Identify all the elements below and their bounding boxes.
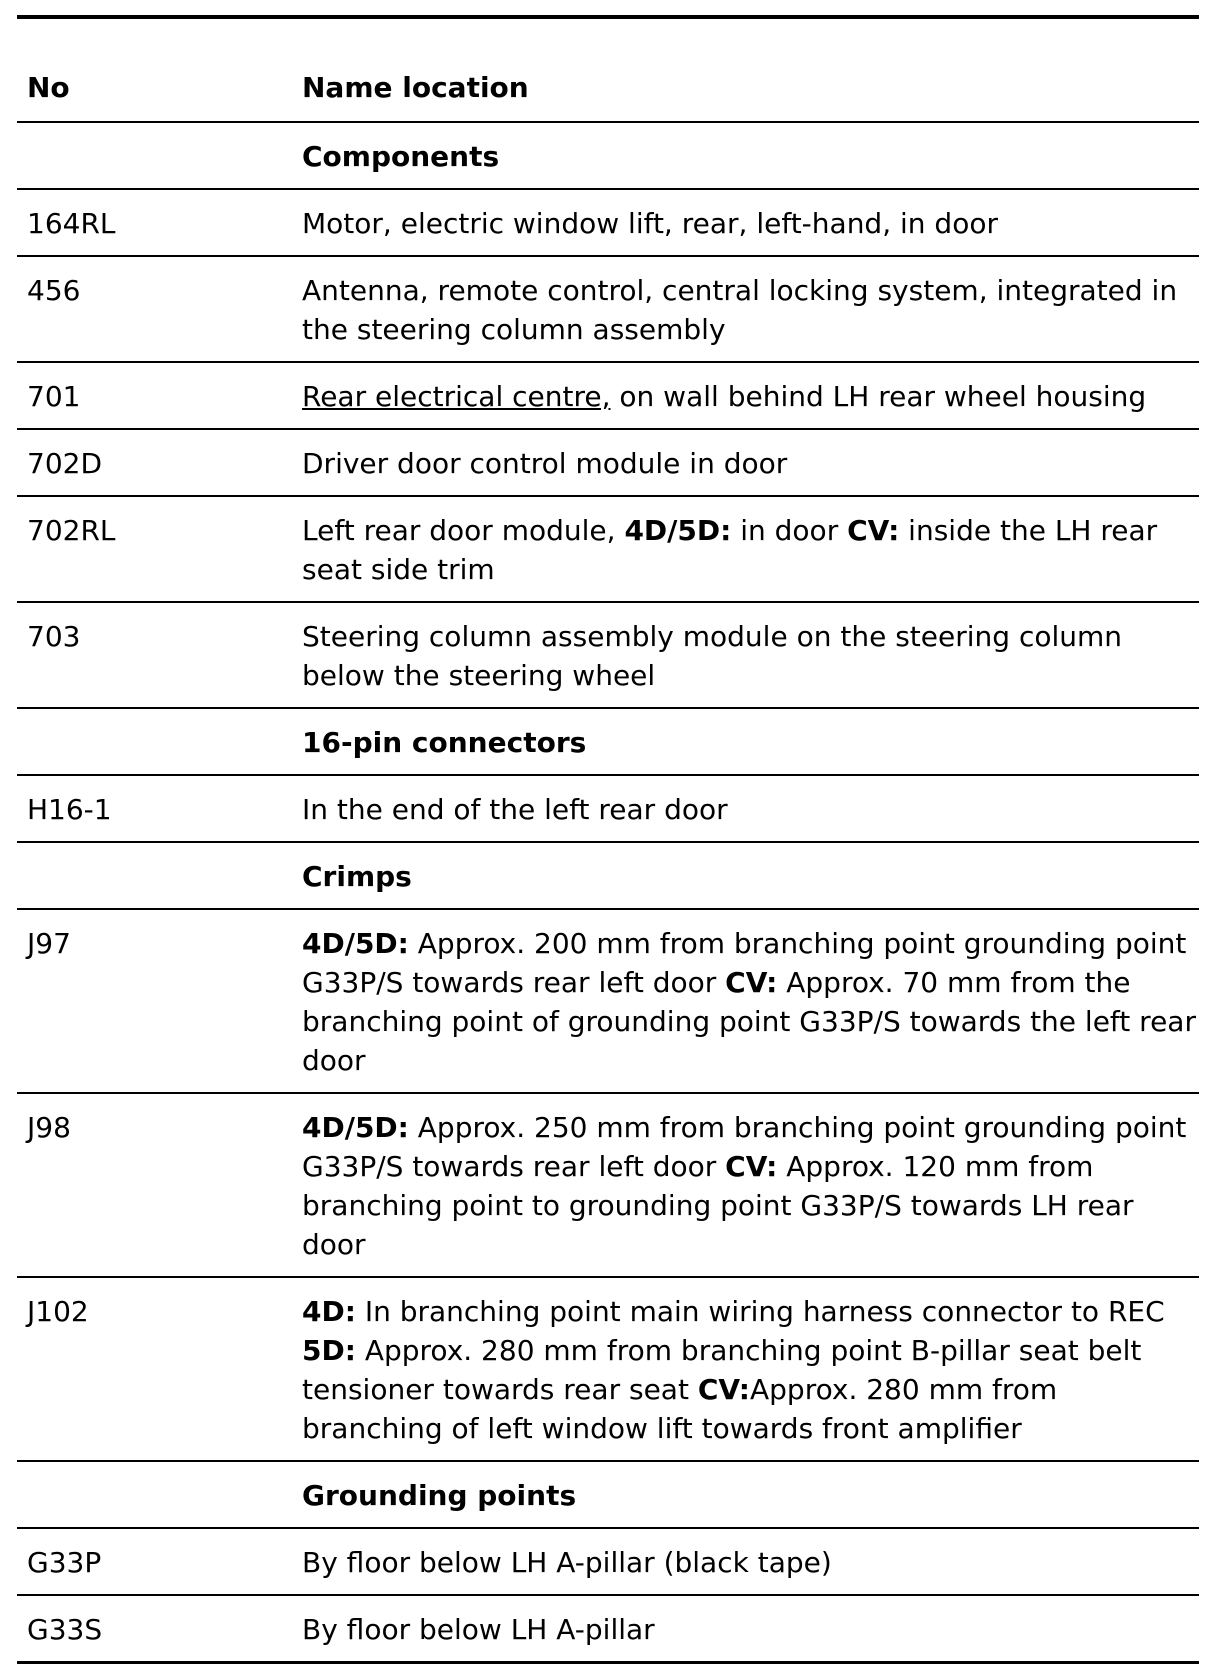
table-row bbox=[17, 496, 1199, 602]
table-row bbox=[17, 1528, 1199, 1595]
text-segment: Approx. 250 mm from branching point grounding point G33P/S towards rear left door bbox=[302, 1111, 1187, 1183]
row-name-location bbox=[294, 189, 1199, 256]
table-row bbox=[17, 362, 1199, 429]
table-row bbox=[17, 909, 1199, 1093]
header-name-location: Name location bbox=[294, 58, 1199, 122]
table-row bbox=[17, 256, 1199, 362]
section-title bbox=[294, 122, 1199, 189]
text-segment: Motor, electric window lift, rear, left-hand, in door bbox=[302, 207, 998, 240]
row-name-location bbox=[294, 429, 1199, 496]
text-segment: In branching point main wiring harness connector to REC bbox=[355, 1295, 1165, 1328]
text-segment: in door bbox=[731, 514, 848, 547]
row-number: G33S bbox=[17, 1595, 294, 1663]
row-name-location bbox=[294, 909, 1199, 1093]
text-segment: 4D: bbox=[302, 1295, 356, 1328]
text-segment: Driver door control module in door bbox=[302, 447, 788, 480]
row-name-location bbox=[294, 256, 1199, 362]
section-title bbox=[294, 708, 1199, 775]
table-body bbox=[17, 122, 1199, 1663]
text-segment: Approx. 70 mm from the branching point of grounding point G33P/S towards the left rear door bbox=[302, 966, 1196, 1077]
text-segment: Approx. 120 mm from branching point to grounding point G33P/S towards LH rear door bbox=[302, 1150, 1134, 1261]
top-rule bbox=[17, 15, 1199, 19]
section-row bbox=[17, 1461, 1199, 1528]
row-name-location bbox=[294, 775, 1199, 842]
row-number bbox=[17, 122, 294, 189]
text-segment: Approx. 280 mm from branching point B-pillar seat belt tensioner towards rear seat bbox=[302, 1334, 1142, 1406]
text-segment: Rear electrical centre, bbox=[302, 380, 611, 413]
table-row bbox=[17, 602, 1199, 708]
row-name-location bbox=[294, 362, 1199, 429]
text-segment: Left rear door module, bbox=[302, 514, 625, 547]
row-name-location bbox=[294, 1093, 1199, 1277]
table-header bbox=[17, 58, 1199, 122]
text-segment: Grounding points bbox=[302, 1479, 577, 1512]
row-number: J102 bbox=[17, 1277, 294, 1461]
text-segment: 5D: bbox=[302, 1334, 356, 1367]
text-segment: Crimps bbox=[302, 860, 412, 893]
text-segment: Approx. 280 mm from branching of left window lift towards front amplifier bbox=[302, 1373, 1058, 1445]
row-number: J98 bbox=[17, 1093, 294, 1277]
row-number bbox=[17, 1461, 294, 1528]
row-name-location bbox=[294, 1277, 1199, 1461]
row-number: J97 bbox=[17, 909, 294, 1093]
section-title bbox=[294, 1461, 1199, 1528]
text-segment: Approx. 200 mm from branching point grounding point G33P/S towards rear left door bbox=[302, 927, 1187, 999]
table-row bbox=[17, 1277, 1199, 1461]
table-row bbox=[17, 189, 1199, 256]
text-segment: 4D/5D: bbox=[302, 1111, 409, 1144]
table-row bbox=[17, 1093, 1199, 1277]
row-number bbox=[17, 842, 294, 909]
component-location-table bbox=[17, 58, 1199, 1664]
section-title bbox=[294, 842, 1199, 909]
text-segment: inside the LH rear seat side trim bbox=[302, 514, 1158, 586]
row-number: 164RL bbox=[17, 189, 294, 256]
row-name-location bbox=[294, 602, 1199, 708]
section-row bbox=[17, 842, 1199, 909]
text-segment: Steering column assembly module on the steering column below the steering wheel bbox=[302, 620, 1123, 692]
row-number: 703 bbox=[17, 602, 294, 708]
row-number: G33P bbox=[17, 1528, 294, 1595]
text-segment: Antenna, remote control, central locking system, integrated in the steering column assembly bbox=[302, 274, 1178, 346]
text-segment: 4D/5D: bbox=[302, 927, 409, 960]
text-segment: Components bbox=[302, 140, 500, 173]
text-segment: By floor below LH A-pillar (black tape) bbox=[302, 1546, 832, 1579]
header-no: No bbox=[17, 58, 294, 122]
table-row bbox=[17, 1595, 1199, 1663]
header-row bbox=[17, 58, 1199, 122]
row-number: 701 bbox=[17, 362, 294, 429]
text-segment: CV: bbox=[697, 1373, 750, 1406]
section-row bbox=[17, 122, 1199, 189]
text-segment: 16-pin connectors bbox=[302, 726, 587, 759]
row-number: 702D bbox=[17, 429, 294, 496]
text-segment: In the end of the left rear door bbox=[302, 793, 728, 826]
row-number: 702RL bbox=[17, 496, 294, 602]
section-row bbox=[17, 708, 1199, 775]
table-row bbox=[17, 775, 1199, 842]
row-number: H16-1 bbox=[17, 775, 294, 842]
text-segment: CV: bbox=[725, 1150, 778, 1183]
row-name-location bbox=[294, 496, 1199, 602]
table-row bbox=[17, 429, 1199, 496]
row-number bbox=[17, 708, 294, 775]
text-segment: By floor below LH A-pillar bbox=[302, 1613, 655, 1646]
text-segment: 4D/5D: bbox=[624, 514, 732, 547]
text-segment: on wall behind LH rear wheel housing bbox=[610, 380, 1147, 413]
row-number: 456 bbox=[17, 256, 294, 362]
row-name-location bbox=[294, 1595, 1199, 1663]
row-name-location bbox=[294, 1528, 1199, 1595]
text-segment: CV: bbox=[725, 966, 778, 999]
text-segment: CV: bbox=[847, 514, 900, 547]
